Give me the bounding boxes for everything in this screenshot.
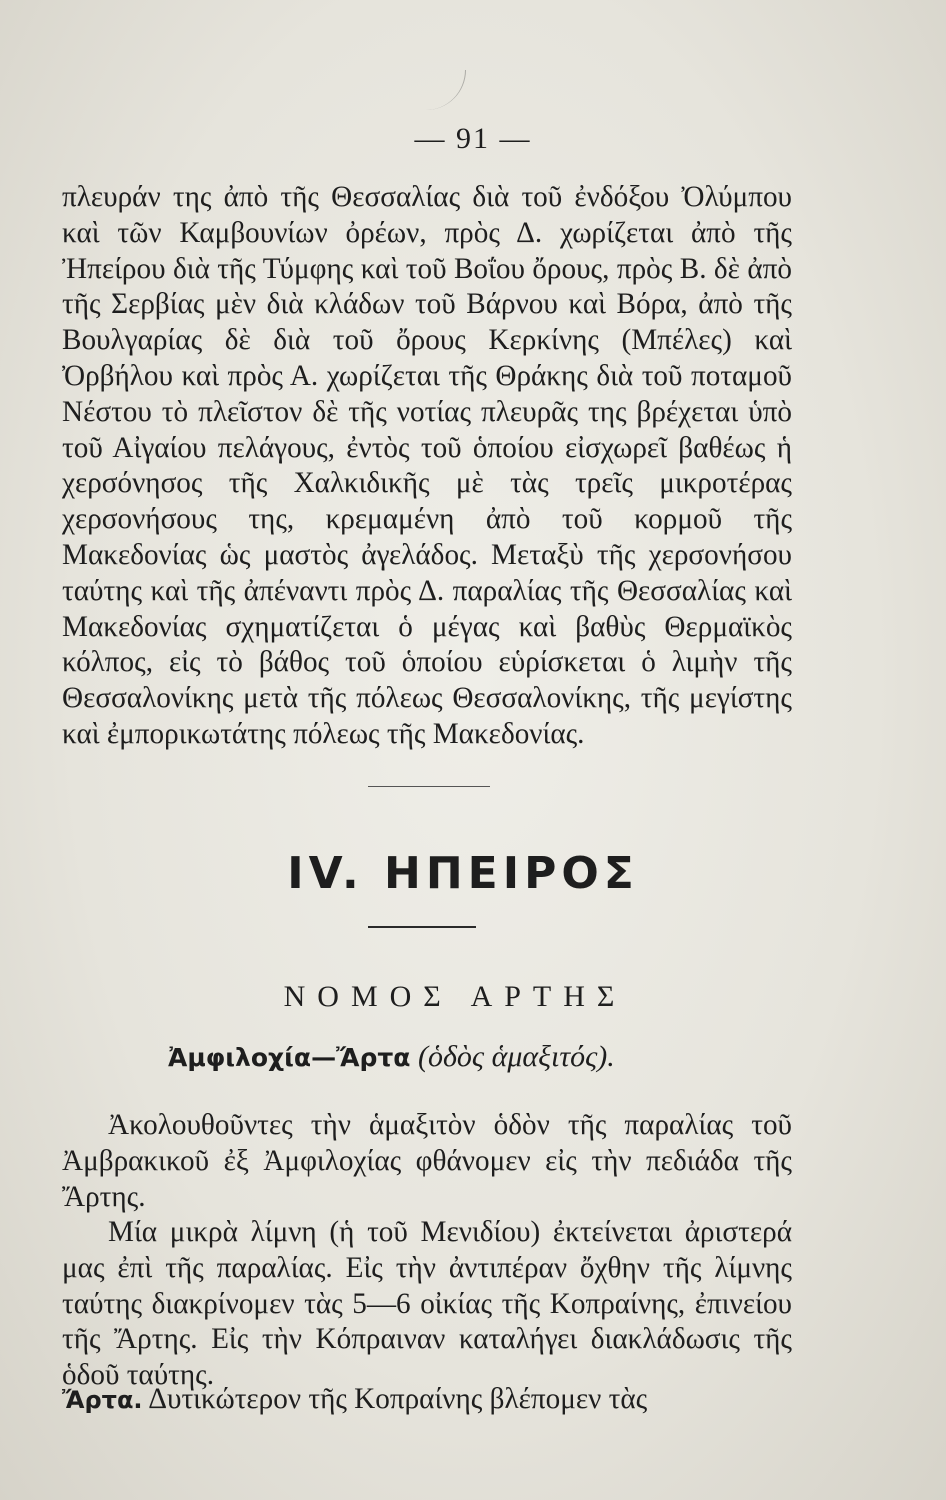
route-note: (ὁδὸς ἁμαξιτός). (417, 1040, 615, 1073)
paragraph-lead-term: Ἄρτα. (62, 1386, 143, 1414)
section-divider (368, 786, 490, 787)
paragraph-arta (62, 1382, 792, 1419)
paragraph-lake: Μία μικρὰ λίμνη (ἡ τοῦ Μενιδίου) ἐκτείνεται ἀριστερά μας ἐπὶ τῆς παραλίας. Εἰς τὴν ἀντιπέραν ὄχθην τῆς λίμνης ταύτης διακρίνομεν τὰς 5—6 οἰκίας τῆς Κοπραίνης, ἐπινείου τῆς Ἄρτης. Εἰς τὴν Κόπραιναν καταλήγει διακλάδωσις τῆς ὁδοῦ ταύτης. (62, 1216, 792, 1392)
chapter-underline (368, 926, 476, 928)
route-name: Ἀμφιλοχία—Ἄρτα (168, 1043, 411, 1072)
paragraph-macedonia-borders: πλευράν της ἀπὸ τῆς Θεσσαλίας διὰ τοῦ ἐνδόξου Ὀλύμπου καὶ τῶν Καμβουνίων ὀρέων, πρὸς Δ. χωρίζεται ἀπὸ τῆς Ἠπείρου διὰ τῆς Τύμφης καὶ τοῦ Βοΐου ὄρους, πρὸς Β. δὲ ἀπὸ τῆς Σερβίας μὲν διὰ κλάδων τοῦ Βάρνου καὶ Βόρα, ἀπὸ τῆς Βουλγαρίας δὲ διὰ τοῦ ὄρους Κερκίνης (Μπέλες) καὶ Ὀρβήλου καὶ πρὸς Α. χωρίζεται τῆς Θράκης διὰ τοῦ ποταμοῦ Νέστου τὸ πλεῖστον δὲ τῆς νοτίας πλευρᾶς της βρέχεται ὑπὸ τοῦ Αἰγαίου πελάγους, ἐντὸς τοῦ ὁποίου εἰσχωρεῖ βαθέως ἡ χερσόνησος τῆς Χαλκιδικῆς μὲ τὰς τρεῖς μικροτέρας χερσονήσους της, κρεμαμένη ἀπὸ τοῦ κορμοῦ τῆς Μακεδονίας ὡς μαστὸς ἀγελάδος. Μεταξὺ τῆς χερσονήσου ταύτης καὶ τῆς ἀπέναντι πρὸς Δ. παραλίας τῆς Θεσσαλίας καὶ Μακεδονίας σχηματίζεται ὁ μέγας καὶ βαθὺς Θερμαϊκὸς κόλπος, εἰς τὸ βάθος τοῦ ὁποίου εὑρίσκεται ὁ λιμὴν τῆς Θεσσαλονίκης μετὰ τῆς πόλεως Θεσσαλονίκης, τῆς μεγίστης καὶ ἐμπορικωτάτης πόλεως τῆς Μακεδονίας. (62, 181, 792, 750)
route-heading (168, 1040, 615, 1074)
paragraph-arta-text: Δυτικώτερον τῆς Κοπραίνης βλέπομεν τὰς (148, 1383, 648, 1415)
paragraph-road: Ἀκολουθοῦντες τὴν ἁμαξιτὸν ὁδὸν τῆς παραλίας τοῦ Ἀμβρακικοῦ ἐξ Ἀμφιλοχίας φθάνομεν εἰς τὴν πεδιάδα τῆς Ἄρτης. (62, 1109, 792, 1213)
section-heading: ΝΟΜΟΣ ΑΡΤΗΣ (283, 980, 627, 1013)
chapter-heading: IV. ΗΠΕΙΡΟΣ (287, 848, 639, 899)
paper-mark (395, 70, 466, 110)
page-number: — 91 — (414, 122, 532, 155)
